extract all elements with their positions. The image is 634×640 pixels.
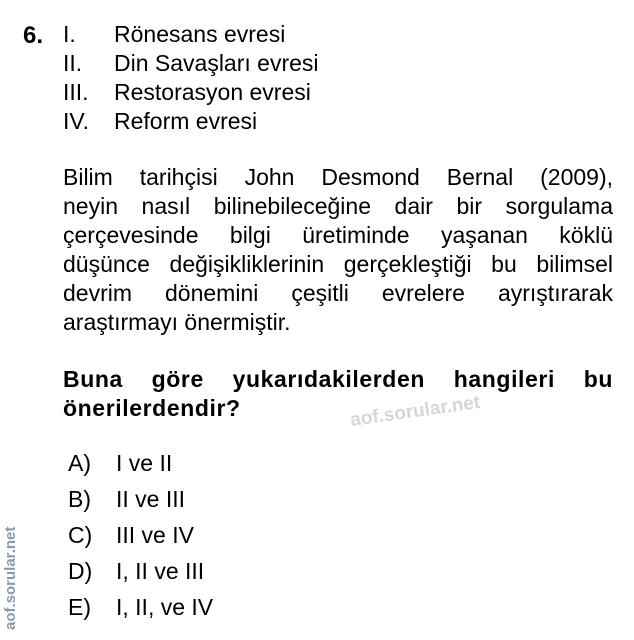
statement-text: Din Savaşları evresi	[114, 50, 319, 76]
statement-numeral: IV.	[63, 108, 90, 134]
paragraph-line: neyin nasıl bilinebileceğine dair bir sorgulama	[63, 193, 613, 219]
prompt-line: Buna göre yukarıdakilerden hangileri bu	[63, 366, 613, 392]
option-letter: C)	[68, 522, 93, 548]
option-text: I, II ve III	[116, 558, 205, 584]
statement-text: Rönesans evresi	[114, 21, 286, 47]
watermark-center: aof.sorular.net	[348, 391, 482, 432]
option-letter: E)	[68, 594, 91, 620]
statement-text: Reform evresi	[114, 108, 258, 134]
watermark-side: aof.sorular.net	[2, 526, 19, 630]
statement-numeral: II.	[63, 50, 83, 76]
option-text: I, II, ve IV	[116, 594, 214, 620]
option-letter: B)	[68, 486, 91, 512]
paragraph-line: çerçevesinde bilgi üretiminde yaşanan köklü	[63, 222, 613, 248]
paragraph-line: düşünce değişikliklerinin gerçekleştiği bu bilimsel	[63, 251, 613, 277]
statement-numeral: III.	[63, 79, 89, 105]
option-text: II ve III	[116, 486, 186, 512]
option-text: III ve IV	[116, 522, 194, 548]
statement-numeral: I.	[63, 21, 76, 47]
paragraph-line: araştırmayı önermiştir.	[63, 309, 291, 335]
option-letter: D)	[68, 558, 93, 584]
question-prompt	[63, 365, 613, 423]
question-number: 6.	[23, 22, 44, 49]
option-letter: A)	[68, 450, 91, 476]
prompt-line: önerilerdendir?	[63, 395, 241, 421]
option-text: I ve II	[116, 450, 173, 476]
paragraph-line: Bilim tarihçisi John Desmond Bernal (2009),	[63, 164, 613, 190]
statement-text: Restorasyon evresi	[114, 79, 311, 105]
paragraph-line: devrim dönemini çeşitli evrelere ayrıştırarak	[63, 280, 613, 306]
question-paragraph	[63, 163, 613, 337]
